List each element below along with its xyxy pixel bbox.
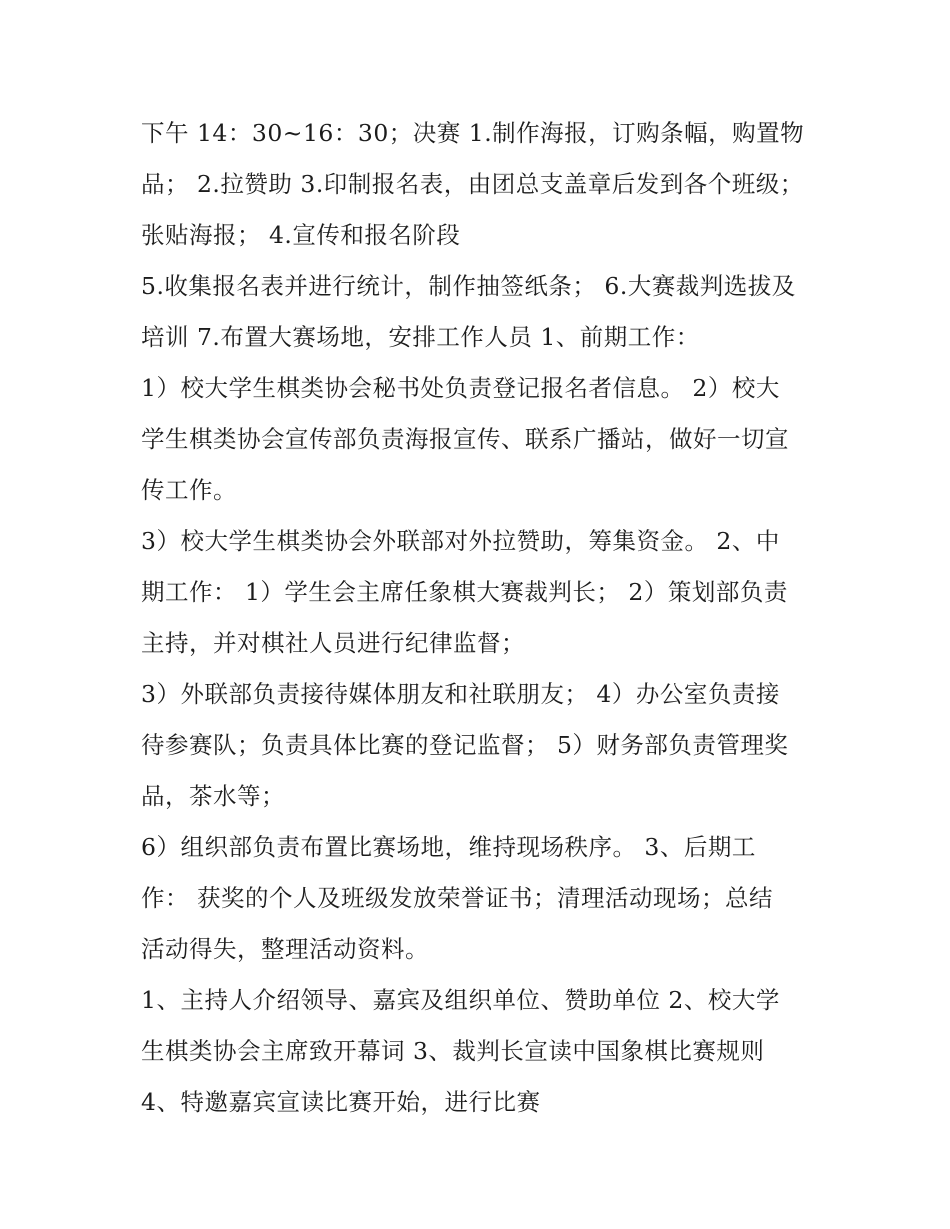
text-line: 作： 获奖的个人及班级发放荣誉证书；清理活动现场；总结 [141, 884, 773, 912]
text-line: 4、特邀嘉宾宣读比赛开始，进行比赛 [141, 1088, 541, 1116]
text-line: 传工作。 [141, 476, 237, 504]
text-line: 品； 2.拉赞助 3.印制报名表，由团总支盖章后发到各个班级； [141, 170, 804, 198]
text-line: 张贴海报； 4.宣传和报名阶段 [141, 221, 461, 249]
body-text [141, 108, 821, 1128]
text-line: 培训 7.布置大赛场地，安排工作人员 1、前期工作： [141, 323, 700, 351]
text-line: 学生棋类协会宣传部负责海报宣传、联系广播站，做好一切宣 [141, 425, 789, 453]
text-line: 3）校大学生棋类协会外联部对外拉赞助，筹集资金。 2、中 [141, 527, 780, 555]
text-line: 1）校大学生棋类协会秘书处负责登记报名者信息。 2）校大 [141, 374, 780, 402]
text-line: 主持，并对棋社人员进行纪律监督； [141, 629, 525, 657]
text-line: 品，茶水等； [141, 782, 285, 810]
text-line: 6）组织部负责布置比赛场地，维持现场秩序。 3、后期工 [141, 833, 756, 861]
text-line: 生棋类协会主席致开幕词 3、裁判长宣读中国象棋比赛规则 [141, 1037, 765, 1065]
text-line: 3）外联部负责接待媒体朋友和社联朋友； 4）办公室负责接 [141, 680, 780, 708]
text-line: 活动得失，整理活动资料。 [141, 935, 429, 963]
text-line: 待参赛队；负责具体比赛的登记监督； 5）财务部负责管理奖 [141, 731, 789, 759]
text-line: 1、主持人介绍领导、嘉宾及组织单位、赞助单位 2、校大学 [141, 986, 780, 1014]
text-line: 期工作： 1）学生会主席任象棋大赛裁判长； 2）策划部负责 [141, 578, 788, 606]
text-line: 5.收集报名表并进行统计，制作抽签纸条； 6.大赛裁判选拔及 [141, 272, 796, 300]
text-line: 下午 14：30~16：30；决赛 1.制作海报，订购条幅，购置物 [141, 119, 805, 147]
